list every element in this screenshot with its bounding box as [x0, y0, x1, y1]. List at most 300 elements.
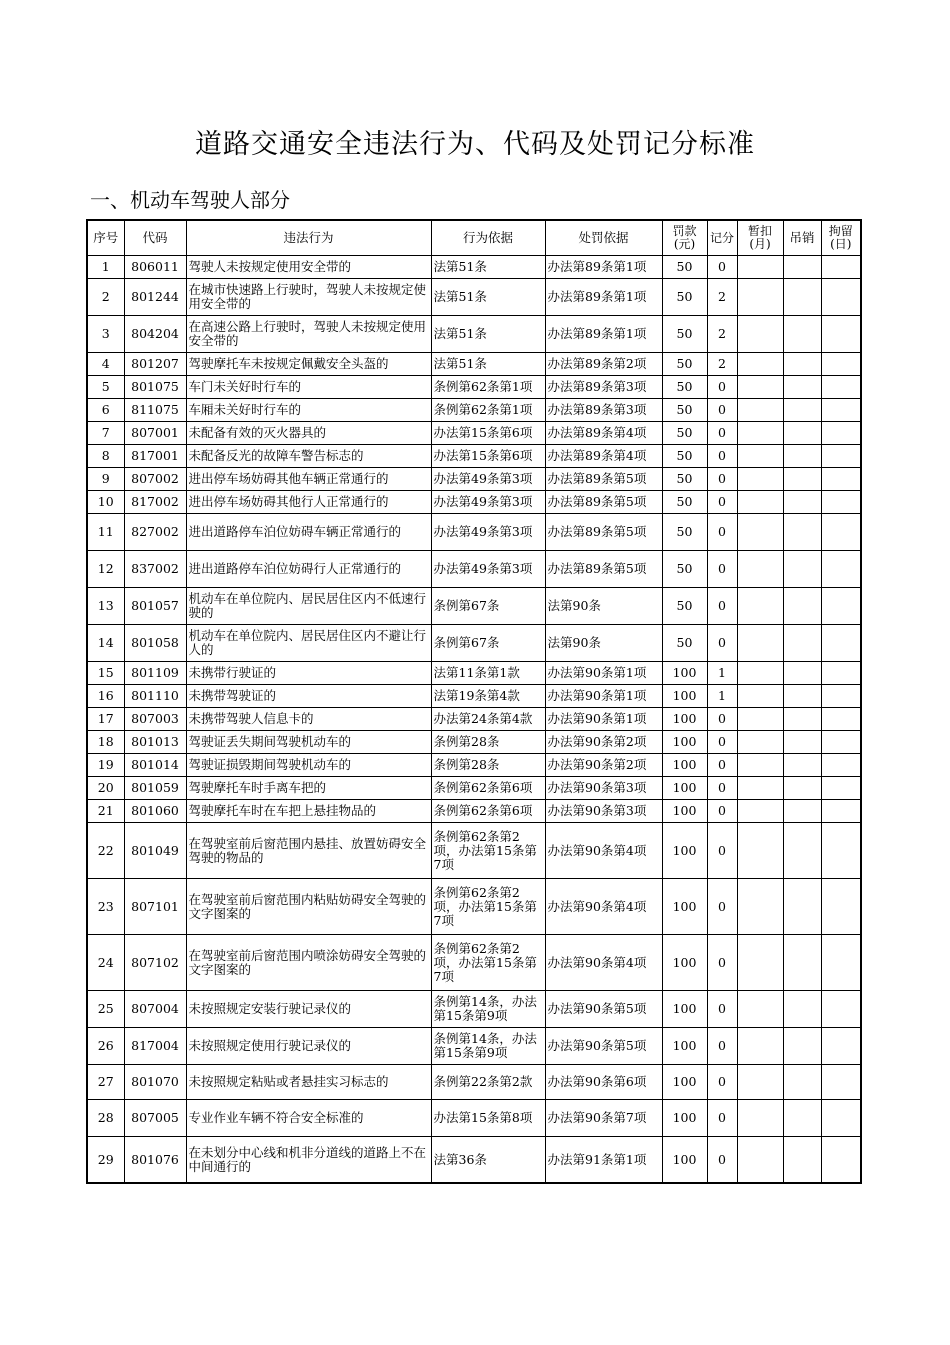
cell-code-text: 807002 [131, 472, 179, 486]
cell-basis-text: 条例第62条第2项，办法第15条第7项 [433, 829, 537, 872]
cell-seq [87, 731, 124, 754]
table-row [87, 662, 861, 685]
cell-fine-text: 100 [672, 666, 697, 680]
table-row [87, 935, 861, 991]
cell-penalty-text: 办法第89条第4项 [547, 426, 647, 440]
table-row [87, 468, 861, 491]
cell-points [707, 823, 737, 879]
cell-suspend [737, 468, 783, 491]
cell-seq-text: 2 [101, 290, 110, 304]
cell-code [124, 1100, 186, 1137]
cell-code [124, 353, 186, 376]
cell-fine [662, 800, 707, 823]
cell-penalty [545, 823, 662, 879]
cell-fine [662, 754, 707, 777]
table-row [87, 353, 861, 376]
cell-penalty-text: 办法第90条第2项 [547, 735, 647, 749]
cell-basis-text: 条例第62条第2项，办法第15条第7项 [433, 885, 537, 928]
cell-behavior-text: 未携带行驶证的 [188, 666, 277, 680]
table-row [87, 256, 861, 279]
cell-suspend [737, 708, 783, 731]
cell-penalty-text: 办法第89条第4项 [547, 449, 647, 463]
cell-basis [431, 823, 545, 879]
cell-revoke [783, 551, 821, 588]
cell-detain [821, 445, 861, 468]
cell-detain [821, 662, 861, 685]
cell-points-text: 0 [718, 562, 726, 576]
cell-code [124, 708, 186, 731]
cell-revoke [783, 708, 821, 731]
cell-code [124, 625, 186, 662]
cell-revoke [783, 514, 821, 551]
cell-seq [87, 468, 124, 491]
table-row [87, 399, 861, 422]
cell-revoke [783, 1100, 821, 1137]
cell-penalty [545, 514, 662, 551]
cell-detain [821, 800, 861, 823]
cell-code [124, 514, 186, 551]
cell-seq-text: 26 [97, 1039, 114, 1053]
cell-points-text: 0 [718, 636, 726, 650]
cell-behavior [186, 422, 431, 445]
cell-behavior [186, 777, 431, 800]
cell-code-text: 801244 [131, 290, 179, 304]
cell-points [707, 468, 737, 491]
cell-basis [431, 935, 545, 991]
cell-detain [821, 1137, 861, 1184]
cell-fine-text: 100 [672, 955, 697, 970]
cell-fine-text: 50 [676, 327, 693, 341]
cell-points-text: 0 [718, 495, 726, 509]
cell-behavior-text: 车厢未关好时行车的 [188, 403, 302, 417]
cell-basis [431, 279, 545, 316]
cell-behavior-text: 未按照规定使用行驶记录仪的 [188, 1039, 352, 1053]
header-code: 代码 [124, 220, 186, 256]
cell-seq [87, 625, 124, 662]
cell-penalty-text: 办法第90条第4项 [547, 843, 647, 858]
header-fine: 罚款(元) [662, 220, 707, 256]
cell-fine-text: 100 [672, 712, 697, 726]
cell-points [707, 754, 737, 777]
cell-penalty [545, 256, 662, 279]
cell-seq-text: 8 [101, 449, 110, 463]
cell-penalty-text: 办法第90条第3项 [547, 781, 647, 795]
violation-table [86, 219, 862, 1184]
cell-points-text: 0 [718, 955, 726, 970]
cell-penalty [545, 422, 662, 445]
cell-code-text: 801075 [131, 380, 179, 394]
cell-points-text: 0 [718, 781, 726, 795]
cell-suspend [737, 731, 783, 754]
table-row [87, 588, 861, 625]
cell-fine [662, 662, 707, 685]
cell-penalty [545, 800, 662, 823]
cell-points [707, 879, 737, 935]
cell-penalty-text: 办法第89条第5项 [547, 562, 647, 576]
cell-behavior-text: 未携带驾驶人信息卡的 [188, 712, 314, 726]
cell-seq-text: 1 [101, 260, 110, 274]
cell-fine [662, 514, 707, 551]
cell-revoke [783, 468, 821, 491]
table-row [87, 422, 861, 445]
cell-seq-text: 5 [101, 380, 110, 394]
header-revoke: 吊销 [783, 220, 821, 256]
header-detain: 拘留(日) [821, 220, 861, 256]
cell-seq [87, 445, 124, 468]
cell-code-text: 801013 [131, 735, 179, 749]
cell-code-text: 827002 [131, 525, 179, 539]
cell-code-text: 801109 [131, 666, 179, 680]
cell-behavior-text: 未按照规定粘贴或者悬挂实习标志的 [188, 1075, 389, 1089]
cell-penalty-text: 办法第89条第5项 [547, 525, 647, 539]
cell-basis-text: 法第51条 [433, 260, 487, 274]
cell-detain [821, 731, 861, 754]
cell-revoke [783, 685, 821, 708]
cell-behavior [186, 445, 431, 468]
cell-basis-text: 法第51条 [433, 327, 487, 341]
cell-basis [431, 800, 545, 823]
cell-revoke [783, 1137, 821, 1184]
cell-fine [662, 445, 707, 468]
cell-fine [662, 1028, 707, 1065]
cell-behavior-text: 在未划分中心线和机非分道线的道路上不在中间通行的 [188, 1145, 427, 1174]
cell-detain [821, 353, 861, 376]
cell-fine [662, 685, 707, 708]
cell-basis [431, 445, 545, 468]
cell-behavior [186, 991, 431, 1028]
cell-fine [662, 823, 707, 879]
cell-points [707, 491, 737, 514]
cell-basis-text: 法第36条 [433, 1152, 487, 1167]
cell-code [124, 468, 186, 491]
cell-code-text: 801057 [131, 599, 179, 613]
cell-fine-text: 100 [672, 781, 697, 795]
cell-penalty [545, 316, 662, 353]
cell-behavior-text: 车门未关好时行车的 [188, 380, 302, 394]
table-row [87, 1100, 861, 1137]
cell-penalty [545, 279, 662, 316]
cell-penalty [545, 399, 662, 422]
cell-seq-text: 10 [97, 495, 114, 509]
cell-points-text: 0 [718, 599, 726, 613]
cell-basis-text: 条例第62条第2项，办法第15条第7项 [433, 941, 537, 984]
header-behavior: 违法行为 [186, 220, 431, 256]
cell-suspend [737, 353, 783, 376]
cell-points [707, 1065, 737, 1100]
cell-points-text: 0 [718, 843, 726, 858]
cell-basis [431, 708, 545, 731]
table-row [87, 514, 861, 551]
cell-detain [821, 879, 861, 935]
cell-revoke [783, 754, 821, 777]
cell-points-text: 1 [718, 666, 726, 680]
cell-basis [431, 685, 545, 708]
cell-behavior-text: 机动车在单位院内、居民居住区内不低速行驶的 [188, 592, 427, 620]
cell-suspend [737, 1137, 783, 1184]
cell-suspend [737, 422, 783, 445]
table-row [87, 625, 861, 662]
cell-suspend [737, 1065, 783, 1100]
cell-detain [821, 625, 861, 662]
cell-detain [821, 399, 861, 422]
cell-behavior [186, 879, 431, 935]
cell-basis-text: 条例第22条第2款 [433, 1075, 533, 1089]
cell-code-text: 801059 [131, 781, 179, 795]
cell-behavior [186, 685, 431, 708]
cell-fine-text: 50 [676, 426, 693, 440]
cell-behavior [186, 353, 431, 376]
cell-penalty [545, 754, 662, 777]
cell-fine [662, 731, 707, 754]
cell-points-text: 0 [718, 735, 726, 749]
cell-behavior-text: 在驾驶室前后窗范围内悬挂、放置妨碍安全驾驶的物品的 [188, 836, 427, 865]
cell-behavior-text: 进出停车场妨碍其他行人正常通行的 [188, 495, 389, 509]
cell-fine [662, 708, 707, 731]
cell-behavior-text: 未配备反光的故障车警告标志的 [188, 449, 364, 463]
cell-basis [431, 588, 545, 625]
cell-penalty-text: 办法第90条第1项 [547, 712, 647, 726]
cell-fine [662, 879, 707, 935]
cell-points-text: 0 [718, 758, 726, 772]
cell-suspend [737, 588, 783, 625]
cell-points-text: 0 [718, 260, 726, 274]
section-heading: 一、机动车驾驶人部分 [90, 188, 290, 212]
cell-points [707, 685, 737, 708]
cell-detain [821, 316, 861, 353]
table-row [87, 279, 861, 316]
cell-points [707, 935, 737, 991]
cell-behavior [186, 625, 431, 662]
cell-penalty-text: 法第90条 [547, 636, 601, 650]
cell-code [124, 731, 186, 754]
cell-penalty-text: 办法第89条第1项 [547, 290, 647, 304]
cell-fine [662, 256, 707, 279]
cell-fine-text: 100 [672, 1075, 697, 1089]
cell-points [707, 422, 737, 445]
cell-basis-text: 条例第62条第1项 [433, 403, 533, 417]
cell-code [124, 800, 186, 823]
cell-code-text: 817002 [131, 495, 179, 509]
cell-seq [87, 353, 124, 376]
cell-seq [87, 279, 124, 316]
cell-fine-text: 100 [672, 899, 697, 914]
cell-code [124, 879, 186, 935]
cell-code [124, 823, 186, 879]
cell-seq [87, 708, 124, 731]
cell-fine-text: 100 [672, 689, 697, 703]
table-row [87, 731, 861, 754]
cell-seq [87, 935, 124, 991]
cell-behavior [186, 935, 431, 991]
cell-points-text: 0 [718, 449, 726, 463]
cell-points [707, 777, 737, 800]
cell-basis [431, 353, 545, 376]
cell-points-text: 0 [718, 1002, 726, 1016]
cell-seq-text: 23 [97, 899, 114, 914]
cell-fine-text: 100 [672, 1111, 697, 1125]
cell-points-text: 0 [718, 712, 726, 726]
cell-behavior [186, 588, 431, 625]
cell-basis [431, 1065, 545, 1100]
cell-points [707, 800, 737, 823]
cell-suspend [737, 879, 783, 935]
cell-penalty-text: 办法第89条第5项 [547, 495, 647, 509]
cell-suspend [737, 551, 783, 588]
cell-code-text: 807005 [131, 1111, 179, 1125]
cell-revoke [783, 662, 821, 685]
cell-behavior [186, 491, 431, 514]
cell-points [707, 514, 737, 551]
table-row [87, 1028, 861, 1065]
cell-seq-text: 28 [97, 1111, 114, 1125]
cell-behavior [186, 708, 431, 731]
cell-points-text: 2 [718, 290, 726, 304]
cell-points-text: 0 [718, 380, 726, 394]
cell-seq [87, 1065, 124, 1100]
cell-code-text: 811075 [131, 403, 179, 417]
page-title: 道路交通安全违法行为、代码及处罚记分标准 [195, 129, 755, 160]
cell-fine-text: 100 [672, 1002, 697, 1016]
cell-basis-text: 办法第49条第3项 [433, 562, 533, 576]
cell-suspend [737, 754, 783, 777]
cell-code [124, 1028, 186, 1065]
cell-behavior-text: 驾驶摩托车时手离车把的 [188, 781, 327, 795]
cell-seq [87, 662, 124, 685]
cell-seq-text: 29 [97, 1152, 114, 1167]
cell-seq [87, 685, 124, 708]
cell-detain [821, 279, 861, 316]
cell-points-text: 2 [718, 357, 726, 371]
cell-code-text: 801207 [131, 357, 179, 371]
cell-behavior-text: 未携带驾驶证的 [188, 689, 277, 703]
cell-fine-text: 50 [676, 260, 693, 274]
cell-fine [662, 777, 707, 800]
cell-seq-text: 13 [97, 599, 114, 613]
cell-penalty [545, 935, 662, 991]
cell-suspend [737, 991, 783, 1028]
cell-penalty [545, 777, 662, 800]
cell-code-text: 807101 [131, 899, 179, 914]
cell-points [707, 991, 737, 1028]
cell-fine [662, 991, 707, 1028]
cell-code-text: 817004 [131, 1039, 179, 1053]
cell-code [124, 777, 186, 800]
cell-penalty-text: 办法第90条第4项 [547, 955, 647, 970]
cell-revoke [783, 491, 821, 514]
cell-detain [821, 991, 861, 1028]
table-row [87, 800, 861, 823]
cell-behavior-text: 驾驶摩托车未按规定佩戴安全头盔的 [188, 357, 389, 371]
cell-penalty [545, 685, 662, 708]
cell-suspend [737, 399, 783, 422]
cell-seq-text: 22 [97, 843, 114, 858]
cell-basis [431, 551, 545, 588]
cell-points [707, 399, 737, 422]
table-row [87, 1137, 861, 1184]
cell-seq-text: 7 [101, 426, 110, 440]
cell-fine-text: 100 [672, 843, 697, 858]
cell-fine [662, 1100, 707, 1137]
cell-penalty-text: 办法第90条第2项 [547, 758, 647, 772]
cell-seq-text: 27 [97, 1075, 114, 1089]
cell-seq [87, 422, 124, 445]
cell-detain [821, 1065, 861, 1100]
cell-basis-text: 法第11条第1款 [433, 666, 520, 680]
table-row [87, 991, 861, 1028]
cell-fine-text: 50 [676, 495, 693, 509]
cell-basis [431, 316, 545, 353]
cell-penalty [545, 662, 662, 685]
cell-seq [87, 1137, 124, 1184]
cell-points [707, 731, 737, 754]
cell-code-text: 817001 [131, 449, 179, 463]
cell-basis-text: 办法第15条第6项 [433, 426, 533, 440]
cell-code [124, 445, 186, 468]
cell-points [707, 1028, 737, 1065]
cell-basis-text: 办法第49条第3项 [433, 472, 533, 486]
cell-code-text: 807001 [131, 426, 179, 440]
cell-revoke [783, 445, 821, 468]
cell-code [124, 551, 186, 588]
cell-penalty-text: 办法第89条第3项 [547, 403, 647, 417]
cell-detain [821, 685, 861, 708]
cell-basis [431, 399, 545, 422]
cell-behavior [186, 731, 431, 754]
cell-points-text: 0 [718, 403, 726, 417]
cell-fine [662, 1137, 707, 1184]
cell-detain [821, 468, 861, 491]
cell-seq [87, 800, 124, 823]
cell-penalty-text: 办法第90条第4项 [547, 899, 647, 914]
cell-detain [821, 551, 861, 588]
cell-basis [431, 514, 545, 551]
cell-seq [87, 991, 124, 1028]
cell-points [707, 1137, 737, 1184]
cell-points [707, 376, 737, 399]
cell-basis-text: 条例第28条 [433, 758, 500, 772]
cell-penalty [545, 445, 662, 468]
cell-penalty-text: 法第90条 [547, 599, 601, 613]
table-header-row [87, 220, 861, 256]
cell-penalty-text: 办法第90条第6项 [547, 1075, 647, 1089]
cell-code [124, 588, 186, 625]
cell-suspend [737, 685, 783, 708]
cell-revoke [783, 256, 821, 279]
cell-detain [821, 256, 861, 279]
cell-points [707, 551, 737, 588]
cell-penalty [545, 708, 662, 731]
table-row [87, 1065, 861, 1100]
cell-fine [662, 1065, 707, 1100]
cell-detain [821, 708, 861, 731]
header-basis: 行为依据 [431, 220, 545, 256]
cell-seq-text: 11 [97, 525, 114, 539]
cell-revoke [783, 823, 821, 879]
table-row [87, 316, 861, 353]
cell-penalty-text: 办法第89条第1项 [547, 327, 647, 341]
cell-code [124, 491, 186, 514]
cell-penalty [545, 731, 662, 754]
cell-penalty [545, 491, 662, 514]
cell-seq-text: 21 [97, 804, 114, 818]
cell-seq-text: 17 [97, 712, 114, 726]
cell-points-text: 0 [718, 1039, 726, 1053]
cell-suspend [737, 514, 783, 551]
cell-code [124, 662, 186, 685]
cell-seq [87, 491, 124, 514]
cell-behavior [186, 754, 431, 777]
cell-fine [662, 279, 707, 316]
